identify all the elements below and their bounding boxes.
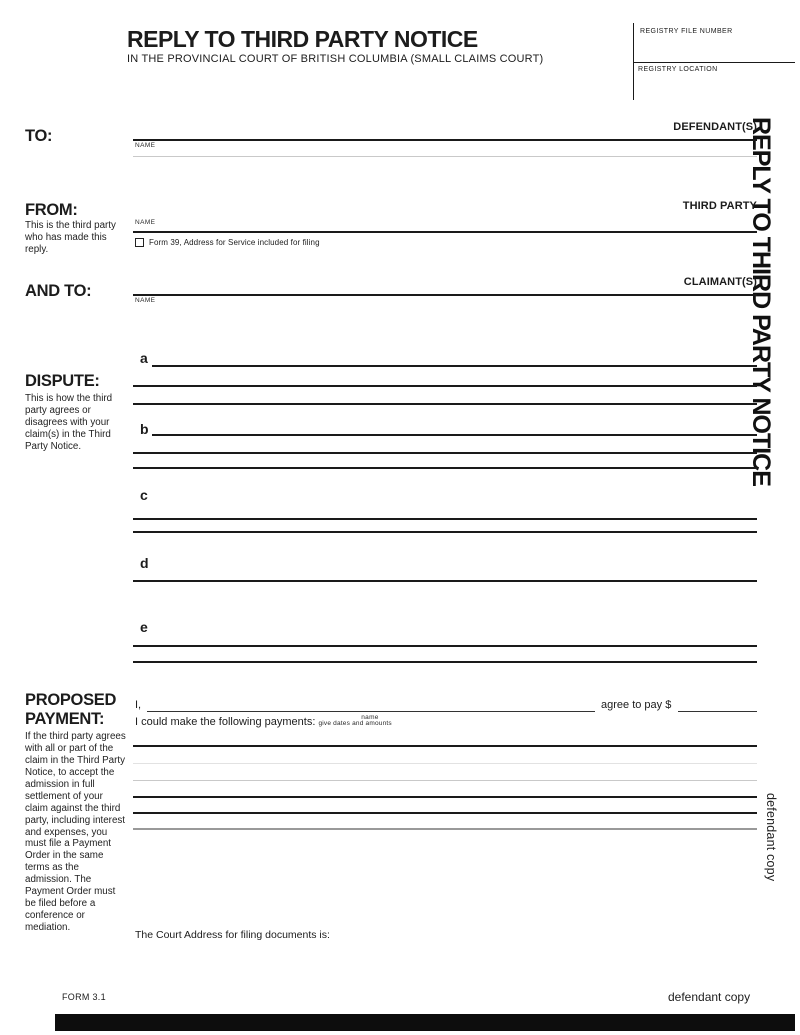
from-heading: FROM:	[25, 201, 78, 219]
registry-box-line	[633, 62, 795, 63]
form-subtitle: IN THE PROVINCIAL COURT OF BRITISH COLUMBIA (SMALL CLAIMS COURT)	[127, 53, 544, 65]
to-heading: TO:	[25, 127, 53, 145]
and-to-party-label: CLAIMANT(S)	[683, 276, 757, 288]
dispute-item-letter: c	[140, 487, 148, 503]
registry-location-label: REGISTRY LOCATION	[638, 66, 718, 73]
dispute-line[interactable]	[133, 518, 757, 520]
dispute-line[interactable]	[133, 403, 757, 405]
payment-agree-suffix: agree to pay $	[601, 699, 672, 711]
dispute-line[interactable]	[133, 385, 757, 387]
form39-checkbox[interactable]	[135, 238, 144, 247]
dispute-line[interactable]	[133, 661, 757, 663]
to-name-line[interactable]	[133, 139, 757, 141]
to-name-label: NAME	[135, 142, 156, 149]
registry-location-field[interactable]	[634, 74, 795, 99]
payment-line[interactable]	[133, 796, 757, 798]
and-to-name-line[interactable]	[133, 294, 757, 296]
payment-line[interactable]	[133, 763, 757, 764]
dispute-line[interactable]	[152, 365, 757, 367]
bottom-edge-bar	[55, 1014, 795, 1031]
payment-name-caption: name	[361, 714, 379, 721]
dispute-item-letter: a	[140, 350, 148, 366]
dispute-line[interactable]	[152, 434, 757, 436]
payment-line[interactable]	[133, 780, 757, 781]
dispute-note: This is how the third party agrees or disagrees with your claim(s) in the Third Party Notice.	[25, 393, 113, 452]
dispute-heading: DISPUTE:	[25, 372, 100, 390]
and-to-heading: AND TO:	[25, 282, 92, 300]
footer-copy-label: defendant copy	[668, 990, 751, 1004]
payment-heading: PROPOSED PAYMENT:	[25, 691, 117, 728]
court-address-label: The Court Address for filing documents is:	[135, 929, 330, 941]
dispute-line[interactable]	[133, 452, 757, 454]
payment-name-line[interactable]	[147, 711, 595, 712]
payment-line[interactable]	[133, 745, 757, 747]
dispute-line[interactable]	[133, 580, 757, 582]
dispute-line[interactable]	[133, 467, 757, 469]
form-title: REPLY TO THIRD PARTY NOTICE	[127, 26, 478, 52]
payment-agree-prefix: I,	[135, 699, 142, 711]
vertical-form-title: REPLY TO THIRD PARTY NOTICE	[747, 117, 775, 486]
payment-payments-hint: give dates and amounts	[318, 720, 392, 727]
payment-line[interactable]	[133, 812, 757, 814]
form39-checkbox-label: Form 39, Address for Service included for filing	[149, 238, 320, 247]
registry-file-number-label: REGISTRY FILE NUMBER	[640, 28, 733, 35]
vertical-copy-label: defendant copy	[764, 793, 778, 882]
payment-amount-line[interactable]	[678, 711, 757, 712]
dispute-item-letter: d	[140, 555, 149, 571]
from-note: This is the third party who has made this reply.	[25, 220, 116, 255]
to-address-line[interactable]	[133, 156, 757, 157]
from-name-label: NAME	[135, 219, 156, 226]
dispute-item-letter: b	[140, 421, 149, 437]
dispute-item-letter: e	[140, 619, 148, 635]
dispute-line[interactable]	[133, 645, 757, 647]
payment-note: If the third party agrees with all or part of the claim in the Third Party Notice, to accept the admission in full settlement of your claim against the third party, including interest and expenses, you must file a Payment Order in the same terms as the admission. The Payment Order must be filed before a conference or mediation.	[25, 731, 126, 933]
from-name-line[interactable]	[133, 231, 757, 233]
payment-line[interactable]	[133, 828, 757, 830]
dispute-line[interactable]	[133, 531, 757, 533]
and-to-name-label: NAME	[135, 297, 156, 304]
form-number: FORM 3.1	[62, 992, 106, 1002]
from-party-label: THIRD PARTY	[682, 200, 757, 212]
payment-payments-label: I could make the following payments: give dates and amounts	[135, 716, 392, 728]
to-party-label: DEFENDANT(S)	[673, 121, 757, 133]
registry-file-number-field[interactable]	[634, 36, 795, 61]
